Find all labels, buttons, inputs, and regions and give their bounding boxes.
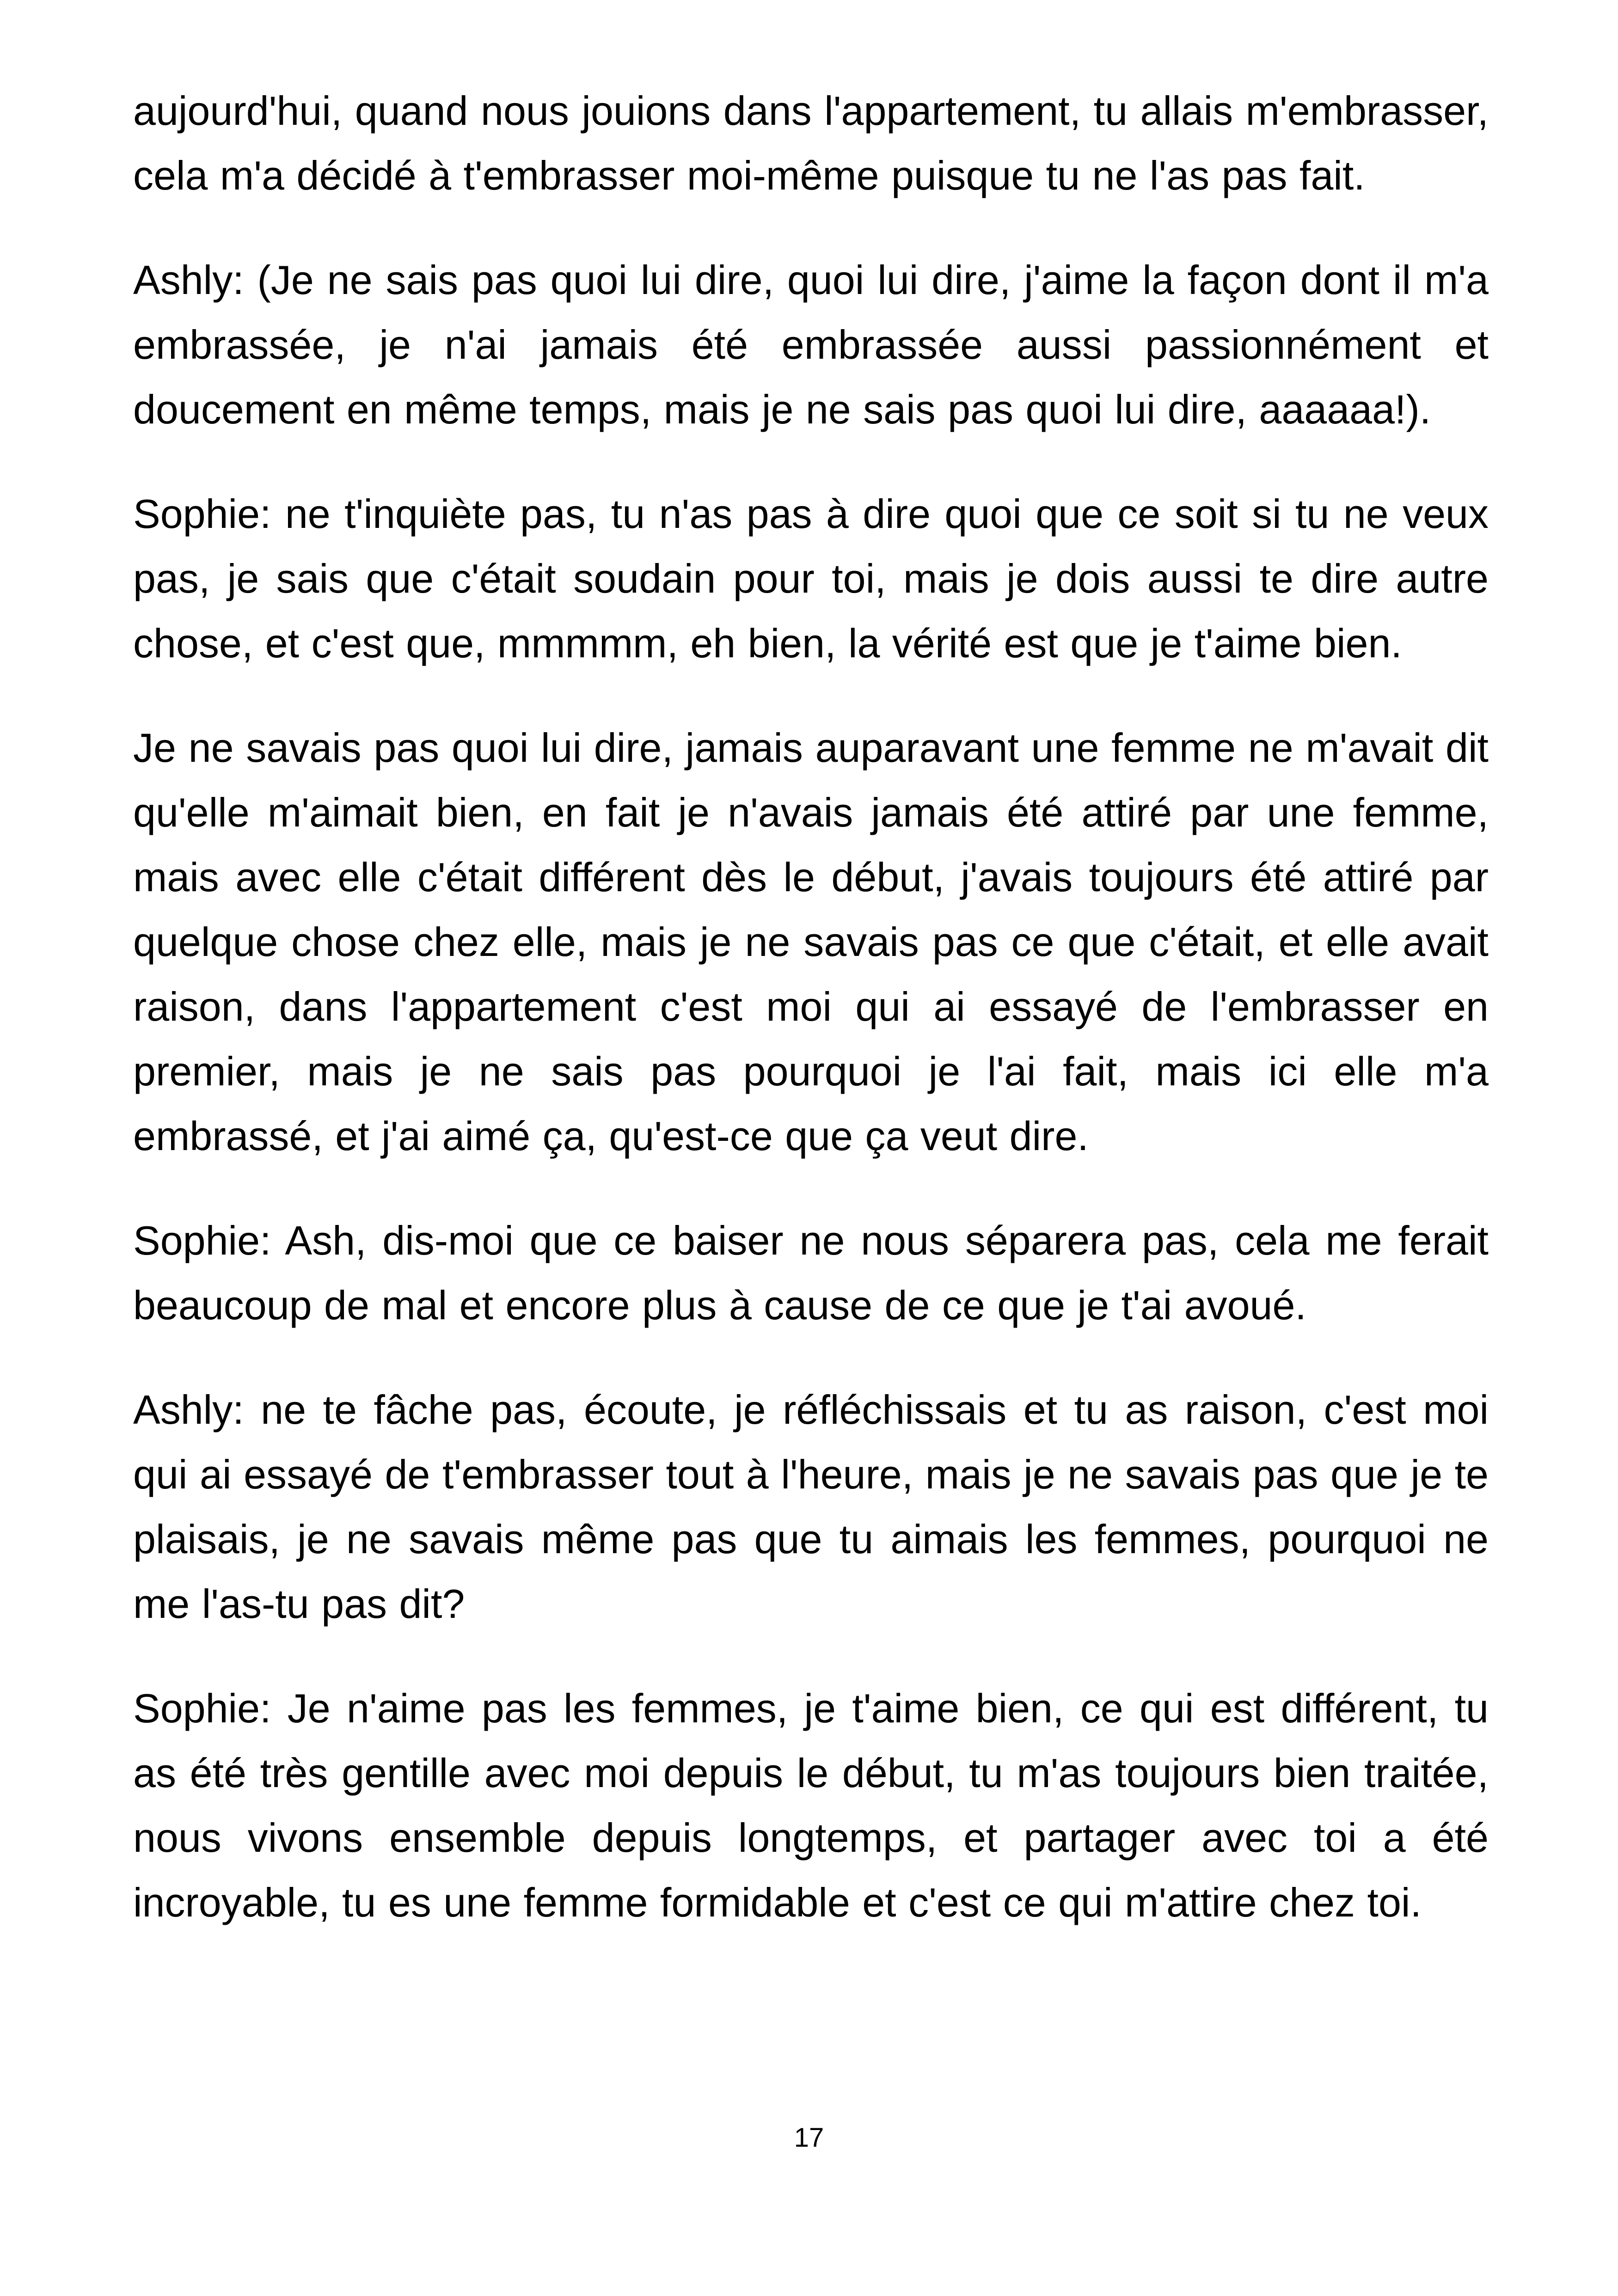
paragraph-6: Ashly: ne te fâche pas, écoute, je réfléchissais et tu as raison, c'est moi qui ai essayé de t'embrasser tout à l'heure, mais je ne savais pas que je te plaisais, je ne savais même pas que tu aimais les femmes, pourquoi ne me l'as-tu pas dit? <box>133 1387 1489 1627</box>
paragraph-2: Ashly: (Je ne sais pas quoi lui dire, quoi lui dire, j'aime la façon dont il m'a embrassée, je n'ai jamais été embrassée aussi passionnément et doucement en même temps, mais je ne sais pas quoi lui dire, aaaaaa!). <box>133 257 1489 432</box>
paragraph-1: aujourd'hui, quand nous jouions dans l'appartement, tu allais m'embrasser, cela m'a décidé à t'embrasser moi-même puisque tu ne l'as pas fait. <box>133 88 1489 198</box>
paragraph-3: Sophie: ne t'inquiète pas, tu n'as pas à dire quoi que ce soit si tu ne veux pas, je sais que c'était soudain pour toi, mais je dois aussi te dire autre chose, et c'est que, mmmmm, eh bien, la vérité est que je t'aime bien. <box>133 491 1489 666</box>
page-number: 17 <box>794 2123 824 2153</box>
paragraph-7: Sophie: Je n'aime pas les femmes, je t'aime bien, ce qui est différent, tu as été très gentille avec moi depuis le début, tu m'as toujours bien traitée, nous vivons ensemble depuis longtemps, et partager avec toi a été incroyable, tu es une femme formidable et c'est ce qui m'attire chez toi. <box>133 1685 1489 1925</box>
paragraph-4: Je ne savais pas quoi lui dire, jamais auparavant une femme ne m'avait dit qu'elle m'aimait bien, en fait je n'avais jamais été attiré par une femme, mais avec elle c'était différent dès le début, j'avais toujours été attiré par quelque chose chez elle, mais je ne savais pas ce que c'était, et elle avait raison, dans l'appartement c'est moi qui ai essayé de l'embrasser en premier, mais je ne sais pas pourquoi je l'ai fait, mais ici elle m'a embrassé, et j'ai aimé ça, qu'est-ce que ça veut dire. <box>133 725 1489 1159</box>
paragraph-5: Sophie: Ash, dis-moi que ce baiser ne nous séparera pas, cela me ferait beaucoup de mal et encore plus à cause de ce que je t'ai avoué. <box>133 1218 1489 1328</box>
body-text <box>133 79 1489 1975</box>
